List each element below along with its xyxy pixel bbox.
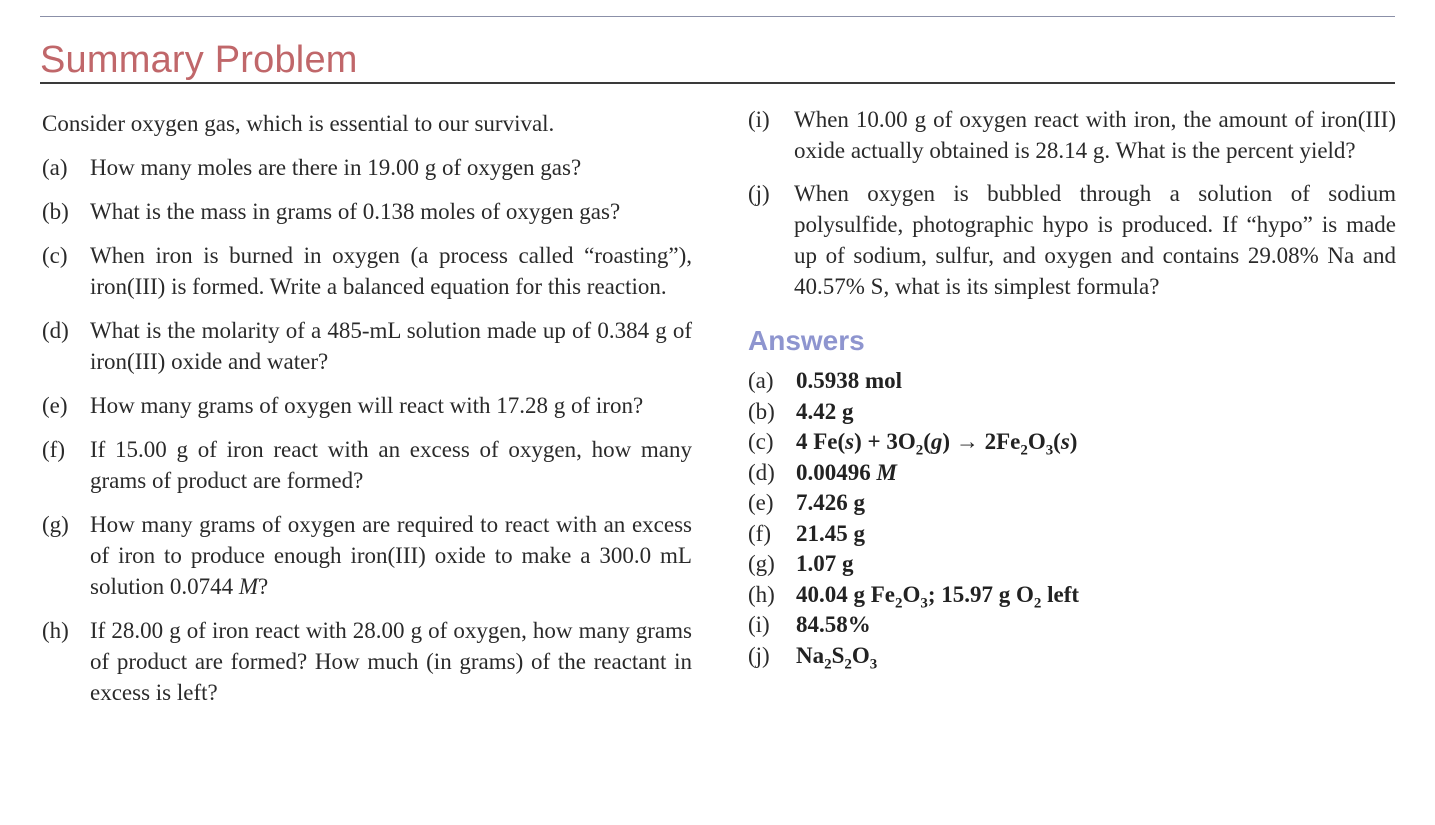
answer-letter: (g) (748, 551, 775, 576)
question-d (42, 315, 692, 377)
question-letter: (b) (42, 199, 69, 224)
answer-d (748, 458, 1396, 489)
answer-letter: (c) (748, 429, 774, 454)
question-text-end: ? (258, 574, 269, 599)
answer-e (748, 488, 1396, 519)
question-letter: (e) (42, 393, 68, 418)
answer-letter: (d) (748, 459, 775, 485)
question-g (42, 509, 692, 602)
answer-value: 7.426 g (796, 490, 865, 515)
answer-c (748, 427, 1396, 458)
answer-a (748, 366, 1396, 397)
answer-value: 4 $Fe(s) + 3O_2(g) \to 2Fe_2O_3(s)$ (796, 429, 1078, 459)
question-letter: (a) (42, 155, 68, 180)
answer-value: 1.07 g (796, 551, 854, 576)
question-letter: (f) (42, 437, 65, 462)
answer-f (748, 519, 1396, 550)
right-column (748, 104, 1396, 671)
intro-text: Consider oxygen gas, which is essential to our survival. (42, 111, 555, 136)
question-unit: M (238, 574, 259, 599)
question-j (748, 178, 1396, 302)
question-text: How many moles are there in 19.00 g of oxygen gas? (90, 155, 582, 180)
question-text: If 15.00 g of iron react with an excess of oxygen, how many grams of product are formed? (90, 437, 692, 493)
answer-value: 40.04 g $Fe_2O_3$; 15.97 g $O_2$ left (796, 581, 1080, 612)
answer-letter: (j) (748, 642, 770, 668)
question-text: If 28.00 g of iron react with 28.00 g of oxygen, how many grams of product are formed? How much (in grams) of the reactant in excess is left? (90, 618, 692, 705)
answer-value: 21.45 g (796, 520, 865, 546)
answer-h (748, 580, 1396, 611)
answer-value: 84.58% (796, 612, 871, 637)
answer-b (748, 397, 1396, 428)
question-letter: (c) (42, 243, 68, 268)
question-letter: (i) (748, 107, 770, 132)
left-column (42, 108, 692, 721)
section-heading: Summary Problem (40, 39, 358, 81)
answer-value: $Na_2S_2O_3$ (796, 642, 878, 673)
question-text: When oxygen is bubbled through a solution of sodium polysulfide, photographic hypo is produced. If “hypo” is made up of sodium, sulfur, and oxygen and contains 29.08% Na and 40.57% S, what is its simplest formula? (794, 181, 1396, 299)
question-text: When 10.00 g of oxygen react with iron, the amount of iron(III) oxide actually obtained is 28.14 g. What is the percent yield? (794, 107, 1396, 163)
question-i (748, 104, 1396, 166)
question-text: How many grams of oxygen will react with 17.28 g of iron? (90, 393, 644, 418)
question-e (42, 390, 692, 421)
answer-i (748, 610, 1396, 641)
question-letter: (d) (42, 318, 69, 343)
answer-value: 4.42 g (796, 398, 854, 424)
question-letter: (g) (42, 512, 69, 537)
question-a (42, 152, 692, 183)
answer-value (796, 460, 897, 485)
question-letter: (h) (42, 618, 69, 643)
question-text: What is the mass in grams of 0.138 moles of oxygen gas? (90, 199, 621, 224)
answer-number: 0.00496 (796, 459, 871, 485)
question-letter: (j) (748, 181, 770, 206)
question-f (42, 434, 692, 496)
answer-letter: (h) (748, 581, 775, 607)
answer-letter: (a) (748, 368, 774, 393)
question-c (42, 240, 692, 302)
answer-letter: (e) (748, 490, 774, 515)
answer-letter: (b) (748, 398, 775, 424)
answer-letter: (i) (748, 612, 770, 637)
top-rule (40, 16, 1395, 17)
heading-rule (40, 82, 1395, 84)
question-b (42, 196, 692, 227)
question-text: When iron is burned in oxygen (a process called “roasting”), iron(III) is formed. Write a balanced equation for this reaction. (90, 243, 692, 299)
question-text: What is the molarity of a 485-mL solution made up of 0.384 g of iron(III) oxide and water? (90, 318, 692, 374)
answer-j (748, 641, 1396, 672)
question-text: How many grams of oxygen are required to react with an excess of iron to produce enough iron(III) oxide to make a 300.0 mL solution 0.0744 (90, 512, 692, 599)
answer-value: 0.5938 mol (796, 368, 903, 393)
question-h (42, 615, 692, 708)
answer-g (748, 549, 1396, 580)
answer-letter: (f) (748, 520, 771, 546)
answer-unit: M (876, 459, 897, 485)
answers-heading: Answers (748, 325, 865, 356)
